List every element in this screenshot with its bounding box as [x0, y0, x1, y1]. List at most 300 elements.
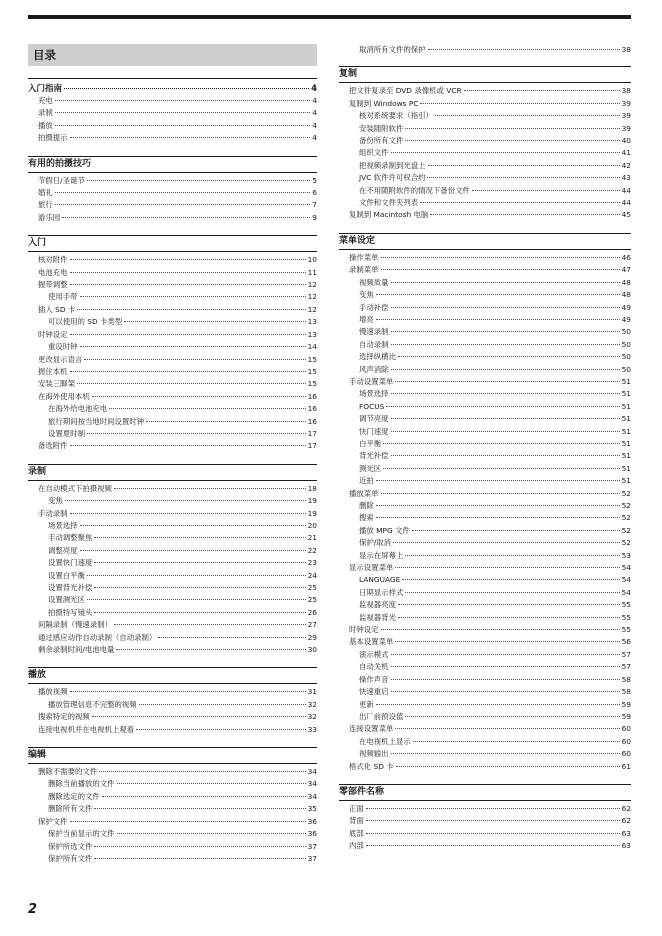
toc-entry-page: 4 — [312, 108, 317, 118]
toc-entry[interactable] — [339, 450, 631, 462]
toc-entry-page: 57 — [621, 662, 631, 672]
toc-entry[interactable] — [28, 212, 317, 224]
toc-entry-page: 54 — [621, 587, 631, 597]
toc-entry-label: 播放 MPG 文件 — [359, 525, 410, 535]
toc-entry-page: 39 — [621, 98, 631, 108]
toc-entry-label: 复制到 Macintosh 电脑 — [349, 210, 429, 220]
toc-entry-label: 保护文件 — [38, 816, 68, 826]
toc-entry[interactable] — [28, 416, 317, 428]
toc-entry[interactable] — [28, 329, 317, 341]
toc-entry[interactable] — [28, 711, 317, 723]
dot-leader — [402, 579, 619, 580]
dot-leader — [124, 321, 305, 322]
toc-entry[interactable] — [339, 289, 631, 301]
toc-entry[interactable] — [339, 612, 631, 624]
toc-entry-label: 调节亮度 — [359, 414, 389, 424]
toc-entry-label: 显示在屏幕上 — [359, 550, 404, 560]
toc-entry-label: 设置测光区 — [48, 595, 85, 605]
toc-entry[interactable] — [339, 85, 631, 97]
toc-entry-label: 场景选择 — [48, 520, 78, 530]
toc-entry[interactable] — [28, 132, 317, 144]
dot-leader — [94, 858, 305, 859]
toc-entry[interactable] — [339, 475, 631, 487]
toc-entry-label: 核对系统要求（指引） — [359, 111, 433, 121]
toc-entry-label: 显示设置菜单 — [349, 563, 394, 573]
toc-entry-label: 设置白平衡 — [48, 570, 85, 580]
toc-entry[interactable] — [28, 778, 317, 790]
toc-entry[interactable] — [339, 803, 631, 815]
dot-leader — [376, 294, 620, 295]
toc-entry-label: 录制 — [38, 108, 53, 118]
toc-entry-page: 12 — [307, 280, 317, 290]
toc-entry[interactable] — [28, 354, 317, 366]
toc-entry-page: 34 — [307, 791, 317, 801]
toc-entry-label: 保护所有文件 — [48, 853, 93, 863]
toc-entry[interactable] — [28, 619, 317, 631]
toc-entry-page: 32 — [307, 699, 317, 709]
toc-entry[interactable] — [339, 314, 631, 326]
toc-section — [28, 78, 317, 145]
toc-entry-page: 52 — [621, 513, 631, 523]
toc-section — [28, 747, 317, 865]
dot-leader — [55, 192, 311, 193]
dot-leader — [117, 833, 306, 834]
toc-entry-page: 29 — [307, 632, 317, 642]
toc-entry[interactable] — [339, 388, 631, 400]
toc-entry-page: 48 — [621, 290, 631, 300]
toc-entry-label: 测光区 — [359, 463, 382, 473]
toc-entry-label: 风声消除 — [359, 364, 389, 374]
toc-entry[interactable] — [339, 761, 631, 773]
toc-entry-page: 4 — [312, 120, 317, 130]
toc-entry-label: 格式化 SD 卡 — [349, 761, 394, 771]
toc-entry[interactable] — [339, 500, 631, 512]
toc-entry-page: 32 — [307, 712, 317, 722]
dot-leader — [55, 112, 311, 113]
toc-entry-page: 62 — [621, 803, 631, 813]
dot-leader — [391, 393, 620, 394]
toc-entry[interactable] — [339, 525, 631, 537]
toc-entry-label: 取消所有文件的保护 — [359, 45, 426, 54]
dot-leader — [99, 771, 305, 772]
dot-leader — [391, 282, 620, 283]
toc-entry-page: 36 — [307, 829, 317, 839]
toc-entry[interactable] — [28, 83, 317, 95]
dot-leader — [391, 753, 620, 754]
toc-entry-label: 删除 — [359, 501, 374, 510]
dot-leader — [158, 637, 305, 638]
toc-entry[interactable] — [339, 636, 631, 648]
toc-entry-label: 间隔录制（慢速录制） — [38, 620, 112, 630]
dot-leader — [92, 716, 306, 717]
dot-leader — [376, 319, 620, 320]
toc-entry[interactable] — [339, 661, 631, 673]
toc-entry-label: 删除不需要的文件 — [38, 767, 98, 777]
toc-entry-page: 19 — [307, 496, 317, 506]
dot-leader — [366, 808, 620, 809]
toc-entry[interactable] — [339, 252, 631, 264]
toc-entry-page: 55 — [621, 600, 631, 610]
toc-entry-page: 48 — [621, 277, 631, 287]
toc-entry[interactable] — [28, 175, 317, 187]
dot-leader — [87, 575, 306, 576]
toc-entry-page: 51 — [621, 451, 631, 461]
toc-entry[interactable] — [339, 840, 631, 852]
toc-entry[interactable] — [339, 438, 631, 450]
dot-leader — [391, 431, 620, 432]
toc-entry[interactable] — [28, 254, 317, 266]
toc-section — [339, 784, 631, 853]
toc-entry-label: 旅行 — [38, 200, 53, 210]
dot-leader — [84, 359, 305, 360]
toc-entry[interactable] — [28, 632, 317, 644]
toc-entry[interactable] — [339, 376, 631, 388]
toc-entry[interactable] — [339, 550, 631, 562]
toc-entry-label: 时钟设定 — [349, 625, 379, 635]
toc-entry[interactable] — [339, 302, 631, 314]
toc-entry-page: 25 — [307, 595, 317, 605]
toc-entry-label: 视频质量 — [359, 277, 389, 287]
toc-entry-page: 4 — [312, 96, 317, 105]
toc-entry[interactable] — [28, 341, 317, 353]
right-top-entries — [339, 44, 631, 56]
toc-entry[interactable] — [28, 120, 317, 132]
section-heading: 入门 — [28, 235, 317, 252]
toc-left-column — [28, 44, 317, 876]
toc-entry-page: 55 — [621, 612, 631, 622]
dot-leader — [70, 334, 306, 335]
toc-entry-page: 51 — [621, 376, 631, 386]
toc-entry[interactable] — [339, 197, 631, 209]
toc-entry-label: 监视器背光 — [359, 612, 396, 622]
toc-entry-page: 50 — [621, 352, 631, 362]
toc-entry-label: 连接电视机并在电视机上观看 — [38, 724, 135, 734]
dot-leader — [413, 741, 620, 742]
toc-entry[interactable] — [339, 351, 631, 363]
toc-entry[interactable] — [339, 711, 631, 723]
dot-leader — [64, 88, 309, 89]
toc-entry-label: 游乐园 — [38, 212, 61, 222]
section-heading: 有用的拍摄技巧 — [28, 156, 317, 173]
toc-entry-label: 操作声音 — [359, 674, 389, 684]
toc-entry[interactable] — [339, 264, 631, 276]
toc-entry-label: 在海外使用本机 — [38, 391, 90, 401]
toc-entry[interactable] — [339, 98, 631, 110]
toc-entry-label: 播放 — [38, 120, 53, 130]
toc-entry-label: 删除选定的文件 — [48, 791, 100, 801]
toc-entry[interactable] — [339, 587, 631, 599]
toc-entry[interactable] — [339, 147, 631, 159]
toc-entry-page: 58 — [621, 687, 631, 697]
dot-leader — [70, 691, 306, 692]
toc-section — [28, 464, 317, 657]
dot-leader — [430, 214, 619, 215]
toc-entry[interactable] — [28, 828, 317, 840]
toc-entry[interactable] — [28, 724, 317, 736]
dot-leader — [398, 356, 620, 357]
toc-entry-label: 播放管理信息不完整的视频 — [48, 699, 137, 709]
toc-entry[interactable] — [28, 803, 317, 815]
toc-entry-page: 41 — [621, 148, 631, 158]
dot-leader — [92, 396, 306, 397]
toc-entry-label: 复制到 Windows PC — [349, 98, 419, 108]
toc-entry[interactable] — [339, 277, 631, 289]
dot-leader — [55, 100, 311, 101]
dot-leader — [405, 128, 619, 129]
toc-entry-label: 插入 SD 卡 — [38, 304, 76, 314]
toc-entry[interactable] — [28, 495, 317, 507]
toc-entry[interactable] — [28, 816, 317, 828]
toc-entry-page: 15 — [307, 366, 317, 376]
toc-entry[interactable] — [28, 304, 317, 316]
dot-leader — [62, 217, 310, 218]
toc-entry-label: 手动调整聚焦 — [48, 533, 93, 543]
toc-entry[interactable] — [28, 686, 317, 698]
toc-entry-label: 底部 — [349, 828, 364, 838]
dot-leader — [139, 704, 306, 705]
toc-entry[interactable] — [28, 594, 317, 606]
toc-entry[interactable] — [28, 545, 317, 557]
toc-entry[interactable] — [28, 582, 317, 594]
toc-entry-page: 34 — [307, 779, 317, 789]
toc-entry[interactable] — [28, 532, 317, 544]
toc-entry[interactable] — [28, 316, 317, 328]
toc-entry[interactable] — [28, 520, 317, 532]
top-rule — [28, 15, 631, 19]
toc-entry-page: 40 — [621, 136, 631, 146]
toc-entry[interactable] — [28, 440, 317, 452]
dot-leader — [117, 783, 306, 784]
toc-entry[interactable] — [28, 644, 317, 656]
section-heading: 播放 — [28, 667, 317, 684]
toc-entry[interactable] — [28, 187, 317, 199]
dot-leader — [391, 679, 620, 680]
dot-leader — [420, 202, 619, 203]
toc-entry[interactable] — [339, 401, 631, 413]
toc-entry-page: 13 — [307, 329, 317, 339]
toc-entry[interactable] — [339, 160, 631, 172]
toc-entry-page: 45 — [621, 210, 631, 220]
toc-entry[interactable] — [28, 95, 317, 107]
toc-entry-label: 变焦 — [48, 496, 63, 506]
dot-leader — [395, 641, 619, 642]
toc-entry[interactable] — [339, 686, 631, 698]
toc-entry-label: JVC 软件许可权合约 — [359, 173, 426, 183]
toc-entry-page: 10 — [307, 255, 317, 265]
toc-entry-label: 删除所有文件 — [48, 804, 93, 814]
toc-entry[interactable] — [339, 723, 631, 735]
dot-leader — [116, 649, 305, 650]
dot-leader — [80, 525, 306, 526]
toc-entry[interactable] — [339, 599, 631, 611]
dot-leader — [70, 513, 306, 514]
toc-entry[interactable] — [339, 44, 631, 56]
toc-entry[interactable] — [339, 123, 631, 135]
toc-entry-page: 51 — [621, 401, 631, 411]
toc-entry[interactable] — [28, 699, 317, 711]
toc-entry[interactable] — [339, 364, 631, 376]
toc-entry[interactable] — [339, 172, 631, 184]
toc-entry[interactable] — [339, 326, 631, 338]
toc-entry-label: 背面 — [349, 816, 364, 826]
toc-entry-page: 53 — [621, 550, 631, 560]
toc-entry-label: 监视器亮度 — [359, 600, 396, 610]
toc-entry[interactable] — [28, 791, 317, 803]
toc-entry-label: 把文件复录至 DVD 录像机或 VCR — [349, 86, 462, 96]
dot-leader — [55, 204, 311, 205]
toc-right-column — [339, 44, 631, 864]
toc-entry[interactable] — [28, 557, 317, 569]
toc-entry[interactable] — [28, 366, 317, 378]
dot-leader — [94, 612, 305, 613]
toc-entry[interactable] — [339, 649, 631, 661]
toc-entry-page: 36 — [307, 816, 317, 826]
toc-entry[interactable] — [339, 209, 631, 221]
toc-entry[interactable] — [339, 624, 631, 636]
dot-leader — [428, 165, 620, 166]
toc-entry[interactable] — [28, 199, 317, 211]
toc-entry[interactable] — [28, 607, 317, 619]
toc-entry[interactable] — [28, 291, 317, 303]
toc-entry-page: 27 — [307, 620, 317, 630]
dot-leader — [427, 177, 619, 178]
toc-entry[interactable] — [339, 135, 631, 147]
toc-entry-page: 12 — [307, 292, 317, 302]
dot-leader — [146, 421, 306, 422]
toc-entry[interactable] — [339, 512, 631, 524]
toc-entry-page: 51 — [621, 426, 631, 436]
toc-entry[interactable] — [28, 107, 317, 119]
dot-leader — [109, 408, 305, 409]
toc-entry-label: 播放视频 — [38, 687, 68, 697]
toc-entry[interactable] — [339, 699, 631, 711]
dot-leader — [102, 796, 306, 797]
toc-entry[interactable] — [28, 279, 317, 291]
toc-entry[interactable] — [28, 403, 317, 415]
toc-entry[interactable] — [28, 841, 317, 853]
toc-entry-page: 52 — [621, 501, 631, 510]
toc-entry-label: 安装三脚架 — [38, 379, 75, 389]
dot-leader — [420, 103, 619, 104]
dot-leader — [395, 567, 619, 568]
toc-entry-page: 59 — [621, 711, 631, 721]
toc-entry[interactable] — [28, 853, 317, 865]
toc-entry[interactable] — [339, 185, 631, 197]
toc-entry-label: 在电视机上显示 — [359, 736, 411, 746]
toc-entry-page: 23 — [307, 558, 317, 568]
toc-entry[interactable] — [28, 391, 317, 403]
toc-entry-label: 更改显示语言 — [38, 354, 83, 364]
toc-entry-page: 19 — [307, 508, 317, 518]
toc-entry-page: 4 — [312, 133, 317, 143]
dot-leader — [366, 833, 620, 834]
toc-entry-label: 慢速录制 — [359, 327, 389, 337]
toc-entry-label: 快门速度 — [359, 426, 389, 436]
toc-section — [28, 235, 317, 453]
toc-entry[interactable] — [28, 766, 317, 778]
toc-entry-page: 50 — [621, 364, 631, 374]
toc-entry-label: 使用手带 — [48, 292, 78, 302]
section-heading: 编辑 — [28, 747, 317, 764]
toc-entry-page: 25 — [307, 583, 317, 592]
toc-entry[interactable] — [339, 413, 631, 425]
toc-entry-page: 16 — [307, 391, 317, 401]
toc-entry[interactable] — [339, 110, 631, 122]
toc-entry[interactable] — [339, 426, 631, 438]
toc-entry[interactable] — [339, 562, 631, 574]
toc-entry[interactable] — [339, 463, 631, 475]
toc-entry-label: 快速重启 — [359, 687, 389, 697]
dot-leader — [94, 562, 305, 563]
toc-entry[interactable] — [339, 674, 631, 686]
toc-entry-page: 57 — [621, 649, 631, 659]
dot-leader — [77, 383, 306, 384]
toc-entry-label: FOCUS — [359, 401, 385, 411]
toc-entry-label: 手动录制 — [38, 508, 68, 518]
toc-entry[interactable] — [339, 574, 631, 586]
toc-entry-page: 58 — [621, 674, 631, 684]
dot-leader — [383, 443, 619, 444]
dot-leader — [136, 729, 306, 730]
dot-leader — [376, 704, 620, 705]
toc-entry[interactable] — [339, 339, 631, 351]
dot-leader — [94, 846, 305, 847]
toc-section — [339, 233, 631, 773]
dot-leader — [114, 488, 306, 489]
left-sections — [28, 78, 317, 865]
dot-leader — [398, 617, 620, 618]
dot-leader — [70, 821, 306, 822]
section-heading: 录制 — [28, 464, 317, 481]
toc-entry[interactable] — [339, 537, 631, 549]
toc-entry[interactable] — [339, 736, 631, 748]
toc-entry-page: 9 — [312, 212, 317, 222]
toc-entry[interactable] — [28, 378, 317, 390]
toc-entry[interactable] — [339, 748, 631, 760]
dot-leader — [391, 691, 620, 692]
toc-entry[interactable] — [28, 570, 317, 582]
toc-entry[interactable] — [339, 828, 631, 840]
toc-entry-page: 61 — [621, 761, 631, 771]
toc-entry[interactable] — [28, 508, 317, 520]
toc-entry-label: 场景选择 — [359, 389, 389, 399]
toc-entry-label: 重设时钟 — [48, 342, 78, 352]
dot-leader — [376, 480, 620, 481]
toc-entry-page: 60 — [621, 724, 631, 734]
dot-leader — [55, 125, 311, 126]
toc-entry-page: 50 — [621, 327, 631, 337]
toc-entry[interactable] — [28, 267, 317, 279]
dot-leader — [94, 808, 305, 809]
toc-entry[interactable] — [339, 488, 631, 500]
dot-leader — [87, 599, 306, 600]
toc-entry[interactable] — [28, 483, 317, 495]
dot-leader — [405, 716, 619, 717]
toc-entry-page: 46 — [621, 252, 631, 262]
toc-entry[interactable] — [339, 815, 631, 827]
dot-leader — [428, 49, 620, 50]
toc-entry-label: 变焦 — [359, 290, 374, 300]
dot-leader — [70, 445, 306, 446]
dot-leader — [70, 284, 306, 285]
section-heading — [28, 78, 317, 81]
toc-entry-label: 保护/取消 — [359, 538, 392, 548]
toc-entry-label: 在不用随附软件的情况下备份文件 — [359, 185, 470, 195]
toc-entry[interactable] — [28, 428, 317, 440]
toc-entry-page: 22 — [307, 545, 317, 555]
dot-leader — [391, 369, 620, 370]
toc-entry-label: 删除当前播放的文件 — [48, 779, 115, 789]
